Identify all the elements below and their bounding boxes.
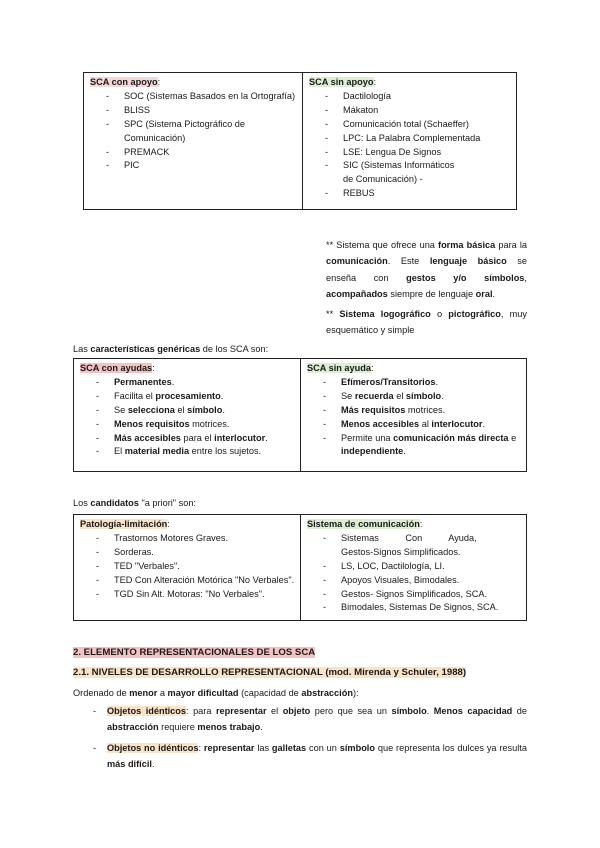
table-candidatos [73, 514, 527, 621]
list-item: - LS, LOC, Dactilología, LI. [307, 560, 521, 574]
list-item: - Mákaton [309, 104, 511, 118]
list-item: - Apoyos Visuales, Bimodales. [307, 574, 521, 588]
order-intro: Ordenado de menor a mayor dificultad (capacidad de abstracción): [73, 688, 359, 698]
header-sca-sin-apoyo: SCA sin apoyo [309, 77, 374, 87]
candidates-intro: Los candidatos "a priori" son: [73, 498, 196, 508]
header-sca-con-apoyo: SCA con apoyo [90, 77, 158, 87]
list-item: - BLISS [90, 104, 297, 118]
section-subtitle: 2.1. NIVELES DE DESARROLLO REPRESENTACIONAL (mod. Mirenda y Schuler, 1988) [73, 667, 467, 678]
list-item: - LSE: Lengua De Signos [309, 146, 511, 160]
list-item: - Dactilología [309, 90, 511, 104]
header-patologia-limitacion: Patología-limitación [80, 519, 168, 529]
list-item: - PIC [90, 159, 297, 173]
list-sca-con-ayudas [80, 376, 295, 459]
representational-levels-list [73, 703, 527, 773]
list-item: - Sistemas Con Ayuda, [307, 532, 521, 546]
list-patologia [80, 532, 295, 602]
list-item: - TED "Verbales". [80, 560, 295, 574]
list-item: - SOC (Sistemas Basados en la Ortografía) [90, 90, 297, 104]
cell-patologia-limitacion: Patología-limitación: - Trastornos Motores Graves. - Sorderas. - TED "Verbales". - TED Con Alteración Motórica "No Verbales". - TGD Sin Alt. Motoras: "No Verbales". [74, 515, 301, 621]
list-item: - Menos accesibles al interlocutor. [307, 418, 521, 432]
list-item: - Más accesibles para el interlocutor. [80, 432, 295, 446]
list-item: - Sorderas. [80, 546, 295, 560]
list-item: - Efímeros/Transitorios. [307, 376, 521, 390]
list-item: - Más requisitos motrices. [307, 404, 521, 418]
list-item: - Se recuerda el símbolo. [307, 390, 521, 404]
list-item: - REBUS [309, 187, 511, 201]
list-item-objetos-no-identicos: - Objetos no idénticos: representar las galletas con un símbolo que representa los dulces ya resulta más difícil. [73, 740, 527, 773]
list-item: - Gestos- Signos Simplificados, SCA. [307, 588, 521, 602]
list-item: - Facilita el procesamiento. [80, 390, 295, 404]
list-item: - Permite una comunicación más directa e independiente. [307, 432, 521, 460]
list-item-objetos-identicos: - Objetos idénticos: para representar el objeto pero que sea un símbolo. Menos capacidad de abstracción requiere menos trabajo. [73, 703, 527, 736]
list-item: - TED Con Alteración Motórica "No Verbales". [80, 574, 295, 588]
list-item: - Se selecciona el símbolo. [80, 404, 295, 418]
note-sistema-basico: ** Sistema que ofrece una forma básica para la comunicación. Este lenguaje básico se enseña con gestos y/o símbolos, acompañados siempre de lenguaje oral. [326, 240, 527, 300]
list-item: - SPC (Sistema Pictográfico de [90, 118, 297, 132]
header-sca-sin-ayuda: SCA sin ayuda [307, 363, 371, 373]
note-sistema-logografico: ** Sistema logográfico o pictográfico, muy esquemático y simple [326, 308, 527, 336]
list-item: - Comunicación total (Schaeffer) [309, 118, 511, 132]
cell-sca-con-ayudas: SCA con ayudas: - Permanentes. - Facilita el procesamiento. - Se selecciona el símbolo. - Menos requisitos motrices. - Más accesibles para el interlocutor. - El material media entre los sujetos. [74, 359, 301, 472]
header-sca-con-ayudas: SCA con ayudas [80, 363, 153, 373]
table-sca-apoyo [83, 72, 517, 210]
list-item: - SIC (Sistemas Informáticos [309, 159, 511, 173]
list-sca-sin-ayuda [307, 376, 521, 459]
list-item: - Permanentes. [80, 376, 295, 390]
list-item: - PREMACK [90, 146, 297, 160]
list-item: - LPC: La Palabra Complementada [309, 132, 511, 146]
list-item: - TGD Sin Alt. Motoras: "No Verbales". [80, 588, 295, 602]
list-sistema-comunicacion [307, 532, 521, 615]
generic-intro: Las características genéricas de los SCA son: [73, 344, 269, 354]
list-item: Gestos-Signos Simplificados. [341, 546, 461, 557]
header-sistema-comunicacion: Sistema de comunicación [307, 519, 420, 529]
cell-sistema-comunicacion: Sistema de comunicación: - Sistemas Con Ayuda, Gestos-Signos Simplificados. - LS, LOC, Dactilología, LI. - Apoyos Visuales, Bimodales. - Gestos- Signos Simplificados, SCA. - Bimodales, Sistemas De Signos, SCA. [301, 515, 527, 621]
list-item: de Comunicación) - [343, 174, 423, 185]
note-block [326, 237, 527, 338]
cell-sca-con-apoyo: SCA con apoyo: - SOC (Sistemas Basados en la Ortografía) - BLISS - SPC (Sistema Pictográfico de Comunicación) - PREMACK - PIC [84, 73, 303, 210]
list-item: - El material media entre los sujetos. [80, 445, 295, 459]
list-item: - Trastornos Motores Graves. [80, 532, 295, 546]
list-sca-con-apoyo [90, 90, 297, 173]
list-item: Comunicación) [124, 132, 186, 143]
table-sca-ayudas [73, 358, 527, 472]
cell-sca-sin-ayuda: SCA sin ayuda: - Efímeros/Transitorios. - Se recuerda el símbolo. - Más requisitos motrices. - Menos accesibles al interlocutor. - Permite una comunicación más directa e independiente. [301, 359, 527, 472]
list-item: - Bimodales, Sistemas De Signos, SCA. [307, 601, 521, 615]
list-item: - Menos requisitos motrices. [80, 418, 295, 432]
cell-sca-sin-apoyo: SCA sin apoyo: - Dactilología - Mákaton - Comunicación total (Schaeffer) - LPC: La Palabra Complementada - LSE: Lengua De Signos - SIC (Sistemas Informáticos de Comunicación) - - REBUS [303, 73, 517, 210]
section-title: 2. ELEMENTO REPRESENTACIONALES DE LOS SCA [73, 647, 316, 658]
list-sca-sin-apoyo [309, 90, 511, 201]
